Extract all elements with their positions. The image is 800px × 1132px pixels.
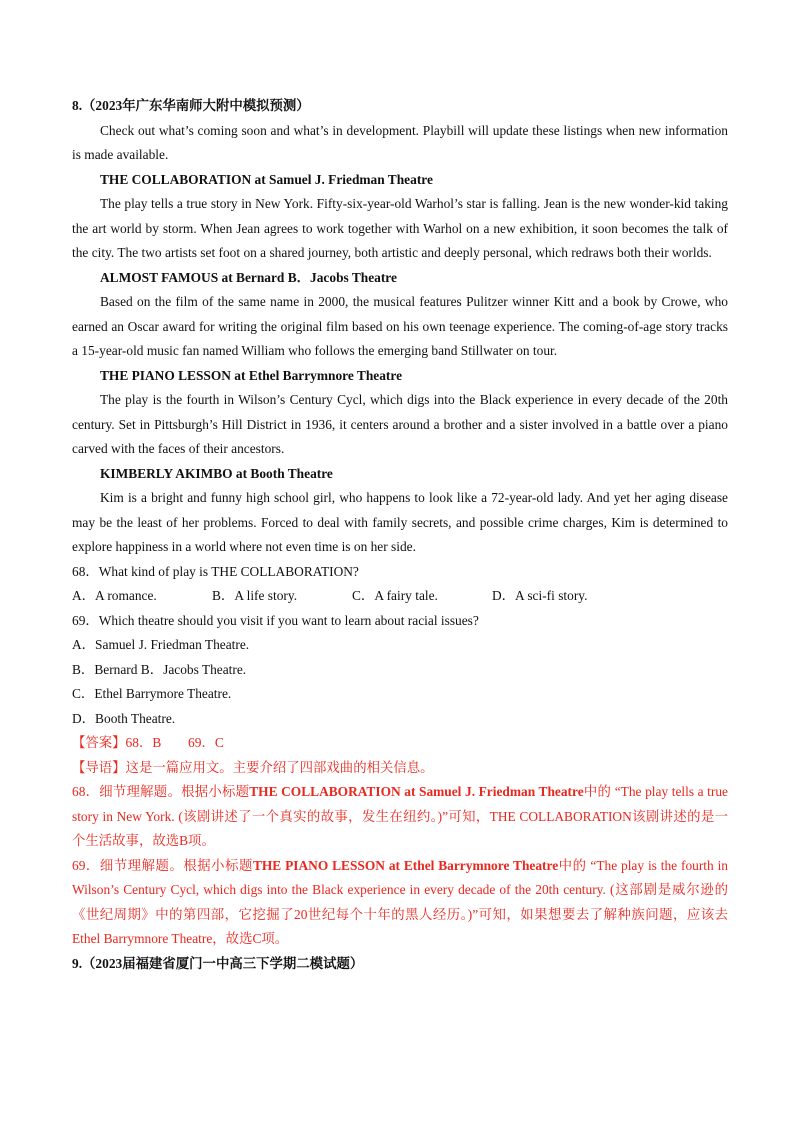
explanation-69 — [72, 854, 728, 952]
section-text-collaboration: The play tells a true story in New York. Fifty-six-year-old Warhol’s star is falling. Jean is the new wonder-kid taking the art world by storm. When Jean agrees to work together with Warhol on a new exhibition, it soon becomes the talk of the city. The two artists set foot on a shared journey, both artistic and deeply personal, which redraws both their worlds. — [72, 196, 728, 260]
question-9-header: 9.（2023届福建省厦门一中高三下学期二模试题） — [72, 955, 364, 971]
guide-line: 【导语】这是一篇应用文。主要介绍了四部戏曲的相关信息。 — [72, 759, 434, 775]
option-c: C．A fairy tale. — [352, 588, 438, 603]
option-d: D．Booth Theatre. — [72, 710, 176, 726]
answer-line: 【答案】68．B 69．C — [72, 735, 224, 750]
option-c: C．Ethel Barrymore Theatre. — [72, 686, 232, 701]
explanation-69-post: 中的 “The play is the fourth in Wilson’s Century Cycl, which digs into the Black experience in every decade of the 20th century. (这部剧是威尔逊的《世纪周期》中的第四部，它挖掘了20世纪每个十年的黑人经历。)”可知，如果想要去了解种族问题，应该去Ethel Barrymnore Theatre，故选C项。 — [72, 857, 728, 946]
question-69-stem: 69．Which theatre should you visit if you want to learn about racial issues? — [72, 612, 479, 628]
option-d: D．A sci-fi story. — [492, 588, 588, 603]
section-title-collaboration: THE COLLABORATION at Samuel J. Friedman Theatre — [100, 171, 433, 187]
section-title-almost-famous: ALMOST FAMOUS at Bernard B．Jacobs Theatre — [100, 269, 397, 285]
intro-paragraph: Check out what’s coming soon and what’s in development. Playbill will update these listings when new information is made available. — [72, 122, 728, 162]
option-b: B．Bernard B．Jacobs Theatre. — [72, 661, 247, 677]
option-b: B．A life story. — [212, 588, 298, 603]
question-8-header: 8.（2023年广东华南师大附中模拟预测） — [72, 98, 310, 113]
document-page — [72, 94, 728, 976]
explanation-68-post: 中的 “The play tells a true story in New York. (该剧讲述了一个真实的故事，发生在纽约。)”可知，THE COLLABORATION该剧讲述的是一个生活故事，故选B项。 — [72, 784, 729, 848]
explanation-69-pre: 69．细节理解题。根据小标题 — [72, 857, 253, 873]
section-text-almost-famous: Based on the film of the same name in 2000, the musical features Pulitzer winner Kitt and a book by Crowe, who earned an Oscar award for writing the original film based on his own teenage experience. The coming-of-age story tracks a 15-year-old music fan named William who follows the emerging band Stillwater on tour. — [72, 294, 728, 358]
question-68-options — [72, 584, 728, 609]
section-title-piano-lesson: THE PIANO LESSON at Ethel Barrymnore Theatre — [100, 367, 403, 383]
explanation-68-title: THE COLLABORATION at Samuel J. Friedman Theatre — [249, 784, 584, 799]
option-a: A．Samuel J. Friedman Theatre. — [72, 637, 250, 652]
explanation-69-title: THE PIANO LESSON at Ethel Barrymnore Theatre — [252, 857, 559, 873]
section-text-piano-lesson: The play is the fourth in Wilson’s Century Cycl, which digs into the Black experience in every decade of the 20th century. Set in Pittsburgh’s Hill District in 1936, it centers around a brother and a sister involved in a battle over a piano carved with the faces of their ancestors. — [72, 392, 728, 456]
question-68-stem: 68．What kind of play is THE COLLABORATION? — [72, 563, 359, 579]
section-title-kimberly-akimbo: KIMBERLY AKIMBO at Booth Theatre — [100, 465, 333, 481]
section-text-kimberly-akimbo: Kim is a bright and funny high school girl, who happens to look like a 72-year-old lady. And yet her aging disease may be the least of her problems. Forced to deal with family secrets, and possible crime charges, Kim is determined to explore happiness in a world where not even time is on her side. — [72, 490, 728, 554]
explanation-68-pre: 68．细节理解题。根据小标题 — [72, 784, 250, 799]
explanation-68 — [72, 780, 728, 854]
option-a: A．A romance. — [72, 588, 157, 603]
